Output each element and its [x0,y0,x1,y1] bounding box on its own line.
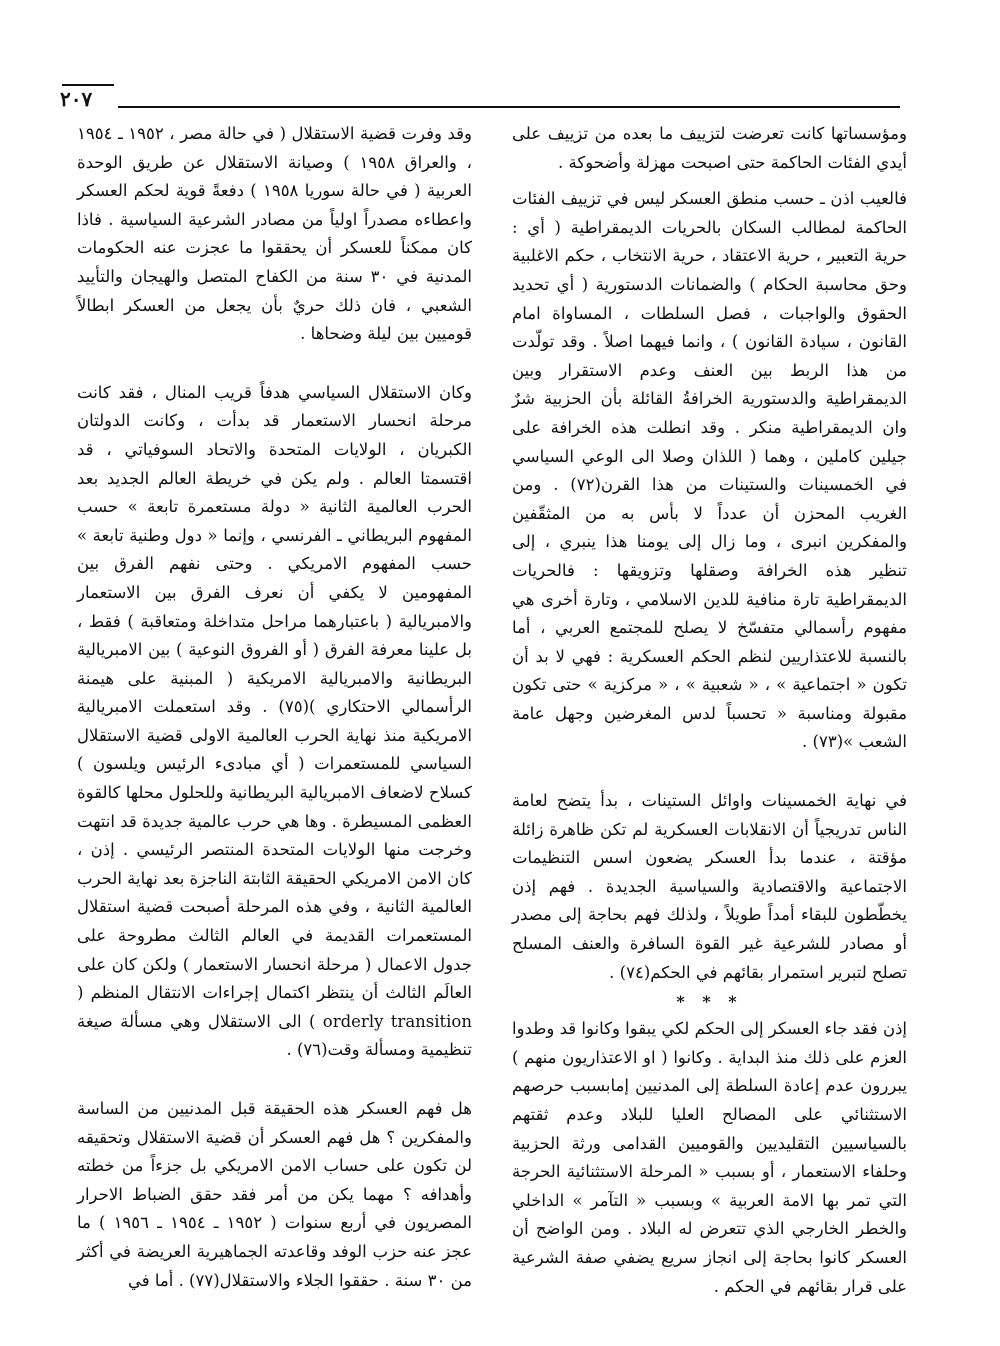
paragraph: ومؤسساتها كانت تعرضت لتزييف ما بعده من تزييف على أيدي الفئات الحاكمة حتى اصبحت مهزلة وأضحوكة . [512,124,907,172]
left-column [77,120,472,1295]
paragraph: فالعيب اذن ـ حسب منطق العسكر ليس في تزييف الفئات الحاكمة لمطالب السكان بالحريات الديمقراطية ( أي : حرية التعبير ، حرية الاعتقاد ، حرية الانتخاب ، حكم الاغلبية وحق محاسبة الحكام ) والضمانات الدستورية ( أي تحديد الحقوق والواجبات ، فصل السلطات ، المساواة امام القانون ، سيادة القانون ) ، وانما فيهما اصلاً . وقد تولّدت من هذا الربط بين العنف وعدم الاستقرار وبين الديمقراطية والدستورية الخرافةُ القائلة بأن الحزبية شرٌ وان الديمقراطية منكر . وقد انطلت هذه الخرافة على جيلين كاملين ، وهما ( اللذان وصلا الى الوعي السياسي في الخمسينات والستينات من هذا القرن(٧٢) . ومن الغريب المحزن أن عدداً لا بأس به من المثقّفين والمفكرين انبرى ، وما زال إلى يومنا هذا ينبري ، إلى تنظير هذه الخرافة وصقلها وتزويقها : فالحريات الديمقراطية تارة منافية للدين الاسلامي ، وتارة أخرى هي مفهوم رأسمالي متفسّخ لا يصلح للمجتمع العربي ، أما بالنسبة للاعتذاريين لنظم الحكم العسكرية : فهي لا بد أن تكون « اجتماعية » ، « شعبية » ، « مركزية » حتى تكون مقبولة ومناسبة « تحسباً لدس المغرضين وجهل عامة الشعب »(٧٣) . [512,189,907,752]
section-separator: * * * [676,992,743,1012]
header-rule [118,106,900,108]
paragraph: وكان الاستقلال السياسي هدفاً قريب المنال ، فقد كانت مرحلة انحسار الاستعمار قد بدأت ، وكانت الدولتان الكبريان ، الولايات المتحدة والاتحاد السوفياتي ، قد اقتسمتا العالم . ولم يكن في خريطة العالم الجديد بعد الحرب العالمية الثانية « دولة مستعمرة تابعة » حسب المفهوم البريطاني ـ الفرنسي ، وإنما « دول وطنية تابعة » حسب المفهوم الامريكي . وحتى نفهم الفرق بين المفهومين لا يكفي أن نعرف الفرق بين الاستعمار والامبريالية ( باعتبارهما مراحل متداخلة ومتعاقبة ) فقط ، بل علينا معرفة الفرق ( أو الفروق النوعية ) بين الامبريالية البريطانية والامبريالية الامريكية ( المبنية على هيمنة الرأسمالي الاحتكاري )(٧٥) . وقد استعملت الامبريالية الامريكية منذ نهاية الحرب العالمية الاولى قضية الاستقلال السياسي للمستعمرات ( أي مبادىء الرئيس ويلسون ) كسلاح لاضعاف الامبريالية البريطانية وللحلول محلها كالقوة العظمى المسيطرة . وها هي حرب عالمية جديدة قد انتهت وخرجت منها الولايات المتحدة المنتصر الرئيسي . إذن ، كان الامن الامريكي الحقيقة الثابتة الناجزة بعد نهاية الحرب العالمية الثانية ، وفي هذه المرحلة أصبحت قضية استقلال المستعمرات القديمة في العالم الثالث مطروحة على جدول الاعمال ( مرحلة انحسار الاستعمار ) ولكن كان على العالَم الثالث أن ينتظر اكتمال إجراءات الانتقال المنظم ( orderly transition ) الى الاستقلال وهي مسألة صيغة تنظيمية ومسألة وقت(٧٦) . [77,382,472,1060]
paragraph: في نهاية الخمسينات واوائل الستينات ، بدأ يتضح لعامة الناس تدريجياً أن الانقلابات العسكرية لم تكن ظاهرة زائلة مؤقتة ، عندما بدأ العسكر يضعون اسس التنظيمات الاجتماعية والاقتصادية والسياسية الجديدة . فهم إذن يخطّطون للبقاء أمداً طويلاً ، ولذلك فهم بحاجة إلى مصدر أو مصادر للشرعية غير القوة السافرة والعنف المسلح تصلح لتبرير استمرار بقائهم في الحكم(٧٤) . [512,791,907,982]
paragraph: وقد وفرت قضية الاستقلال ( في حالة مصر ، ١٩٥٢ ـ ١٩٥٤ ، والعراق ١٩٥٨ ) وصيانة الاستقلال عن طريق الوحدة العربية ( في حالة سوريا ١٩٥٨ ) دفعةً قوية لحكم العسكر واعطاءه مصدراً اولياً من مصادر الشرعية السياسية . فاذا كان ممكناً للعسكر أن يحققوا ما عجزت عنه الحكومات المدنية في ٣٠ سنة من الكفاح المتصل والهيجان والتأييد الشعبي ، فان ذلك حريٌ بأن يجعل من العسكر ابطالاً قوميين بين ليلة وضحاها . [77,124,473,344]
header-corner-mark [62,84,114,86]
page-number: ٢٠٧ [60,87,93,111]
paragraph: هل فهم العسكر هذه الحقيقة قبل المدنيين من الساسة والمفكرين ؟ هل فهم العسكر أن قضية الاستقلال وتحقيقه لن تكون على حساب الامن الامريكي بل جزءاً من خطته وأهدافه ؟ مهما يكن من أمر فقد حقق الضباط الاحرار المصريون في أربع سنوات ( ١٩٥٢ ـ ١٩٥٤ ـ ١٩٥٦ ) ما عجز عنه حزب الوفد وقاعدته الجماهيرية العريضة في أكثر من ٣٠ سنة . حققوا الجلاء والاستقلال(٧٧) . أما في [77,1099,472,1290]
right-column [512,120,907,1301]
paragraph: إذن فقد جاء العسكر إلى الحكم لكي يبقوا وكانوا قد وطدوا العزم على ذلك منذ البداية . وكانوا ( او الاعتذاريون منهم ) يبررون عدم إعادة السلطة إلى المدنيين إمابسبب حرصهم الاستثنائي على المصالح العليا للبلاد وعدم ثقتهم بالسياسيين التقليديين والقوميين القدامى ورثة الحزبية وحلفاء الاستعمار ، أو بسبب « المرحلة الاستثنائية الحرجة التي تمر بها الامة العربية » وبسبب « التآمر » الداخلي والخطر الخارجي الذي تتعرض له البلاد . ومن الواضح أن العسكر كانوا بحاجة إلى انجاز سريع يضفي صفة الشرعية على قرار بقائهم في الحكم . [512,1019,907,1296]
